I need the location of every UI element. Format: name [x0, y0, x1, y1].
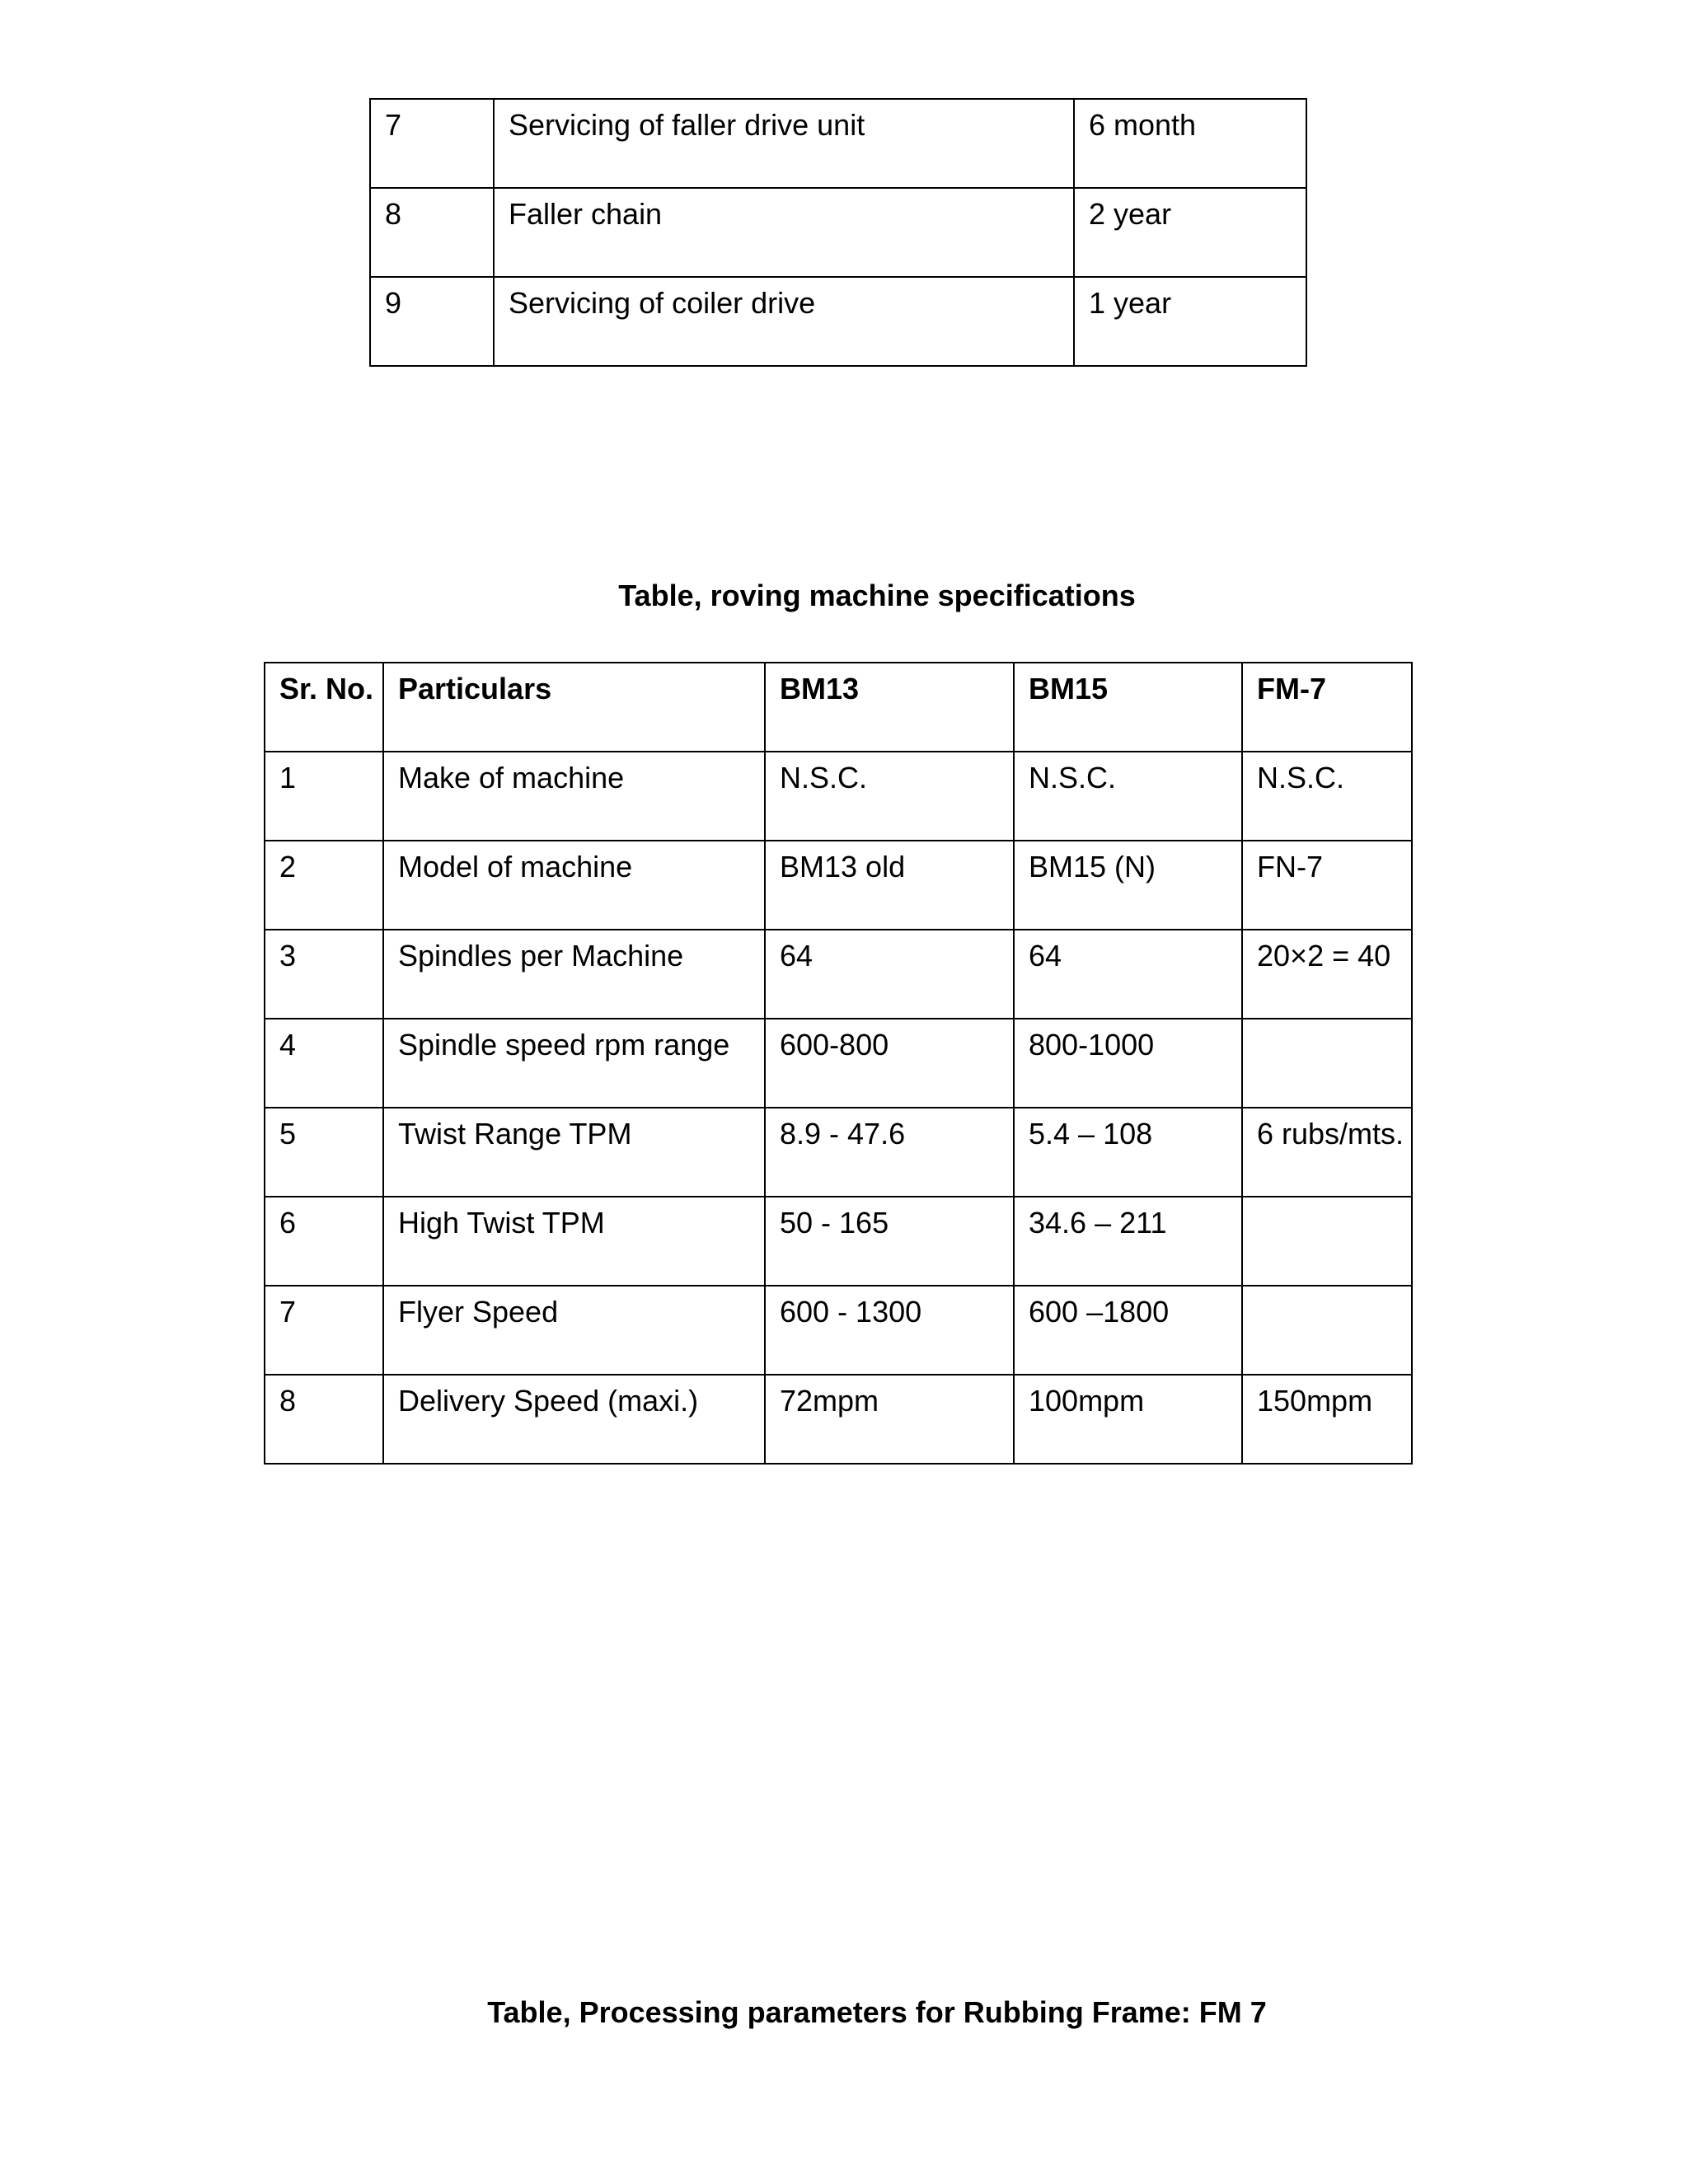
bm13-value: BM13 old: [765, 841, 1014, 930]
particular: High Twist TPM: [383, 1197, 765, 1286]
header-bm15: BM15: [1014, 663, 1242, 752]
fm7-value: 6 rubs/mts.: [1242, 1108, 1412, 1197]
table-row: [265, 1197, 1412, 1286]
row-number: 2: [265, 841, 383, 930]
table-row: [265, 930, 1412, 1019]
maintenance-interval: 6 month: [1074, 99, 1306, 188]
table-row: [370, 188, 1306, 277]
table-header-row: [265, 663, 1412, 752]
row-number: 3: [265, 930, 383, 1019]
row-number: 1: [265, 752, 383, 841]
table-row: [265, 841, 1412, 930]
header-bm13: BM13: [765, 663, 1014, 752]
table-row: [265, 1375, 1412, 1464]
row-number: 8: [265, 1375, 383, 1464]
row-number: 6: [265, 1197, 383, 1286]
bm13-value: 50 - 165: [765, 1197, 1014, 1286]
maintenance-item: Servicing of faller drive unit: [494, 99, 1074, 188]
fm7-value: FN-7: [1242, 841, 1412, 930]
bm13-value: 8.9 - 47.6: [765, 1108, 1014, 1197]
particular: Delivery Speed (maxi.): [383, 1375, 765, 1464]
particular: Spindles per Machine: [383, 930, 765, 1019]
bm13-value: 64: [765, 930, 1014, 1019]
particular: Model of machine: [383, 841, 765, 930]
particular: Flyer Speed: [383, 1286, 765, 1375]
header-fm7: FM-7: [1242, 663, 1412, 752]
fm7-value: N.S.C.: [1242, 752, 1412, 841]
row-number: 7: [265, 1286, 383, 1375]
bm13-value: 72mpm: [765, 1375, 1014, 1464]
bm15-value: 800-1000: [1014, 1019, 1242, 1108]
bm13-value: N.S.C.: [765, 752, 1014, 841]
row-number: 8: [370, 188, 494, 277]
table-row: [265, 1019, 1412, 1108]
row-number: 5: [265, 1108, 383, 1197]
fm7-value: [1242, 1019, 1412, 1108]
row-number: 7: [370, 99, 494, 188]
fm7-value: 20×2 = 40: [1242, 930, 1412, 1019]
bm13-value: 600 - 1300: [765, 1286, 1014, 1375]
row-number: 9: [370, 277, 494, 366]
fm7-value: [1242, 1286, 1412, 1375]
table-row: [370, 277, 1306, 366]
spec-table-caption: Table, roving machine specifications: [618, 579, 1136, 612]
bm15-value: N.S.C.: [1014, 752, 1242, 841]
maintenance-item: Servicing of coiler drive: [494, 277, 1074, 366]
table-row: [265, 1108, 1412, 1197]
bm15-value: 64: [1014, 930, 1242, 1019]
fm7-value: [1242, 1197, 1412, 1286]
particular: Make of machine: [383, 752, 765, 841]
particular: Spindle speed rpm range: [383, 1019, 765, 1108]
roving-spec-table: [264, 662, 1413, 1465]
header-sr-no: Sr. No.: [265, 663, 383, 752]
processing-parameters-caption: Table, Processing parameters for Rubbing Frame: FM 7: [487, 1995, 1267, 2029]
maintenance-table: [369, 98, 1307, 367]
table-row: [370, 99, 1306, 188]
bm15-value: 5.4 – 108: [1014, 1108, 1242, 1197]
bm13-value: 600-800: [765, 1019, 1014, 1108]
row-number: 4: [265, 1019, 383, 1108]
particular: Twist Range TPM: [383, 1108, 765, 1197]
table-row: [265, 752, 1412, 841]
bm15-value: BM15 (N): [1014, 841, 1242, 930]
bm15-value: 600 –1800: [1014, 1286, 1242, 1375]
maintenance-interval: 2 year: [1074, 188, 1306, 277]
table-row: [265, 1286, 1412, 1375]
header-particulars: Particulars: [383, 663, 765, 752]
bm15-value: 34.6 – 211: [1014, 1197, 1242, 1286]
maintenance-interval: 1 year: [1074, 277, 1306, 366]
maintenance-item: Faller chain: [494, 188, 1074, 277]
bm15-value: 100mpm: [1014, 1375, 1242, 1464]
fm7-value: 150mpm: [1242, 1375, 1412, 1464]
